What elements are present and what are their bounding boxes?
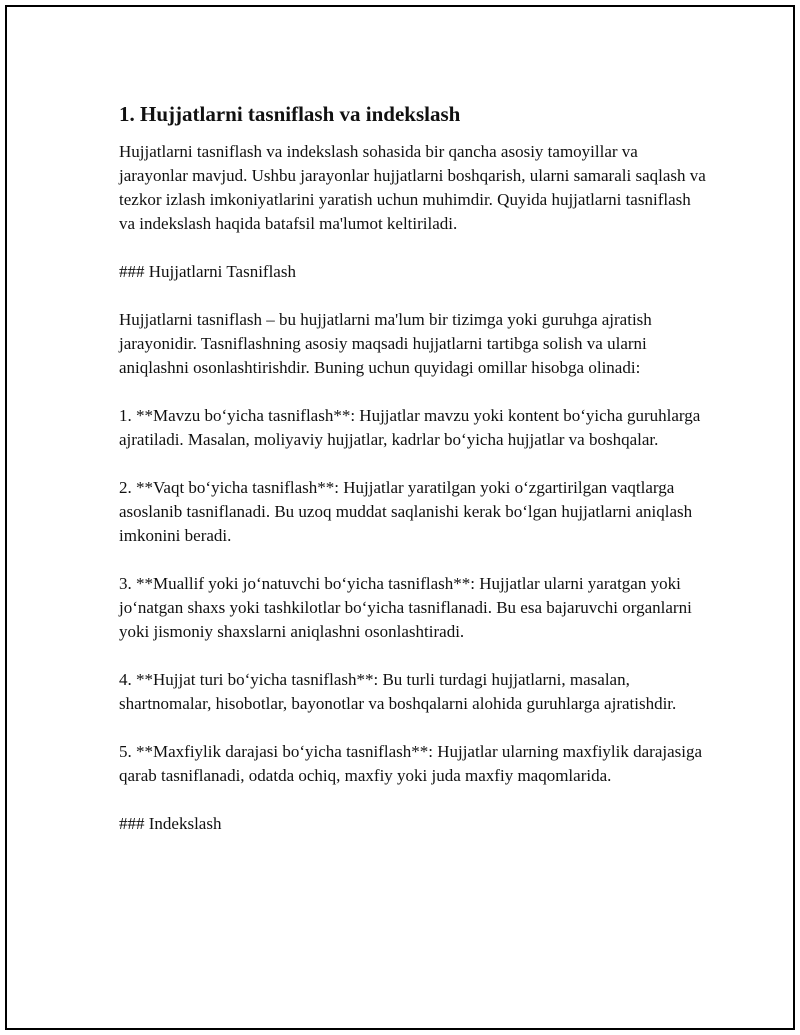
document-title: 1. Hujjatlarni tasniflash va indekslash [119,102,461,126]
section-heading-tasniflash: ### Hujjatlarni Tasniflash [119,262,296,281]
page-frame [5,5,795,1030]
intro-paragraph: Hujjatlarni tasniflash va indekslash sohasida bir qancha asosiy tamoyillar va jarayonlar mavjud. Ushbu jarayonlar hujjatlarni boshqarish, ularni samarali saqlash va tezkor izlash imkoniyatlarini yaratish uchun muhimdir. Quyida hujjatlarni tasniflash va indekslash haqida batafsil ma'lumot keltiriladi. [119,142,706,233]
list-item-4: 4. **Hujjat turi bo‘yicha tasniflash**: Bu turli turdagi hujjatlarni, masalan, shartnomalar, hisobotlar, bayonotlar va boshqalarni alohida guruhlarga ajratishdir. [119,670,677,713]
tasniflash-paragraph: Hujjatlarni tasniflash – bu hujjatlarni ma'lum bir tizimga yoki guruhga ajratish jarayonidir. Tasniflashning asosiy maqsadi hujjatlarni tartibga solish va ularni aniqlashni osonlashtirishdir. Buning uchun quyidagi omillar hisobga olinadi: [119,310,652,377]
section-heading-indekslash: ### Indekslash [119,814,222,833]
document-body [119,101,709,860]
list-item-5: 5. **Maxfiylik darajasi bo‘yicha tasniflash**: Hujjatlar ularning maxfiylik darajasiga qarab tasniflanadi, odatda ochiq, maxfiy yoki juda maxfiy maqomlarida. [119,742,703,785]
list-item-2: 2. **Vaqt bo‘yicha tasniflash**: Hujjatlar yaratilgan yoki o‘zgartirilgan vaqtlarga asoslanib tasniflanadi. Bu uzoq muddat saqlanishi kerak bo‘lgan hujjatlarni aniqlash imkonini beradi. [119,478,693,545]
list-item-1: 1. **Mavzu bo‘yicha tasniflash**: Hujjatlar mavzu yoki kontent bo‘yicha guruhlarga ajratiladi. Masalan, moliyaviy hujjatlar, kadrlar bo‘yicha hujjatlar va boshqalar. [119,406,701,449]
list-item-3: 3. **Muallif yoki jo‘natuvchi bo‘yicha tasniflash**: Hujjatlar ularni yaratgan yoki jo‘natgan shaxs yoki tashkilotlar bo‘yicha tasniflanadi. Bu esa bajaruvchi organlarni yoki jismoniy shaxslarni aniqlashni osonlashtiradi. [119,574,692,641]
